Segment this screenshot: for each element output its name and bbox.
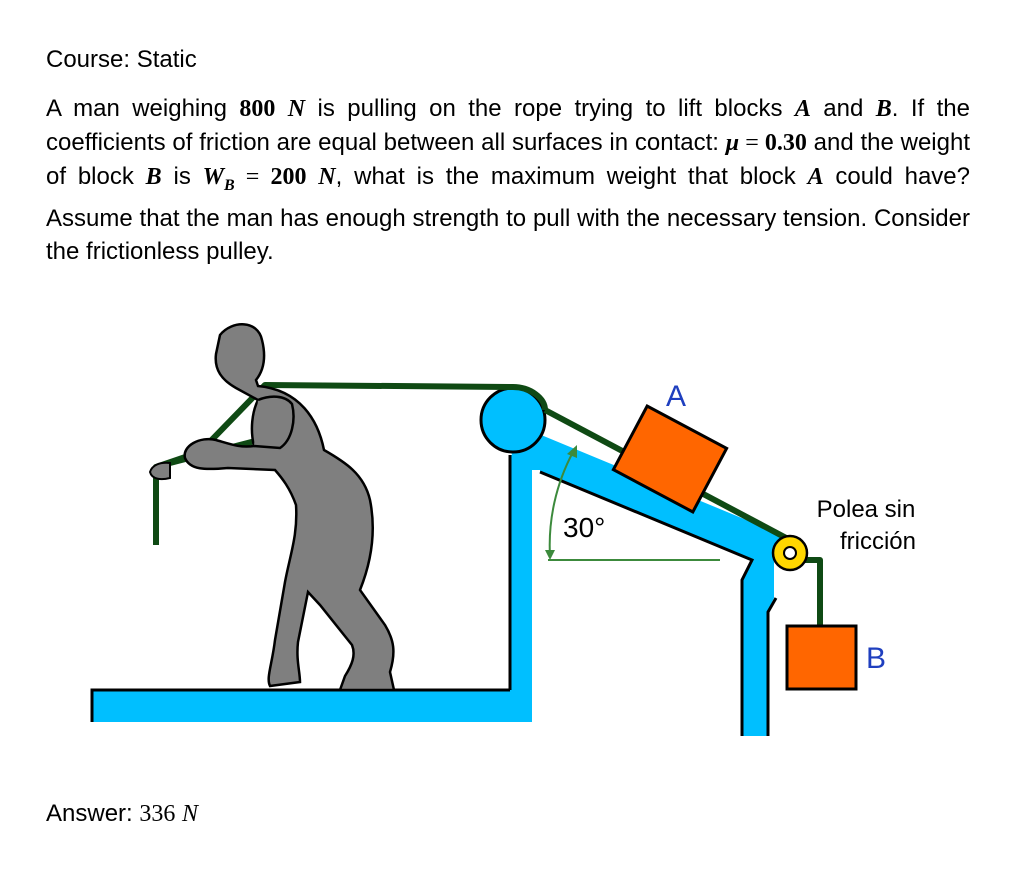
man-weight-value: 800 (239, 96, 276, 122)
small-pulley (773, 536, 807, 570)
block-b (787, 626, 856, 689)
answer: Answer: 336 N (46, 800, 199, 827)
mu-value: 0.30 (764, 130, 807, 156)
answer-value: 336 (139, 801, 176, 827)
pulley-note-line2: fricción (839, 528, 917, 555)
label-b: B (865, 642, 887, 675)
wb-value: 200 (270, 164, 307, 190)
angle-label: 30° (563, 512, 606, 543)
problem-statement: A man weighing 800 N is pulling on the rope trying to lift blocks A and B. If the coefficients of friction are equal between all surfaces in contact: μ = 0.30 and the weight of block B is $W_B = 200$ N, what is the maximum weight that block A could have? Assume that the man has enough strength to pull with the necessary tension. Consider the frictionless pulley. (46, 95, 971, 265)
course-title: Course: Static (46, 46, 197, 73)
man-figure (150, 324, 394, 690)
pulley-note-line1: Polea sin (816, 496, 916, 523)
label-a: A (665, 380, 687, 413)
